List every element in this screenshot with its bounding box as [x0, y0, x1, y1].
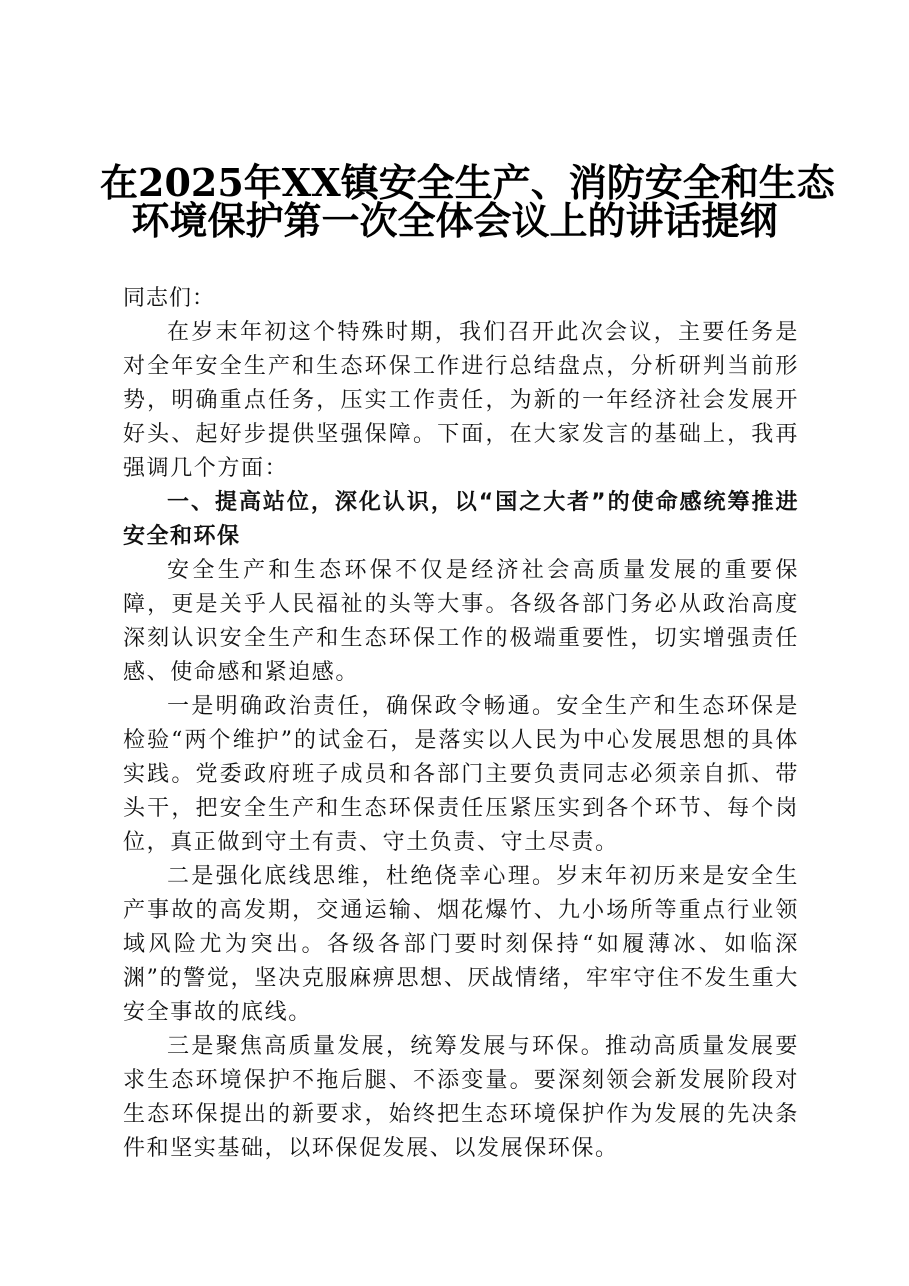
paragraph-point-2: 二是强化底线思维，杜绝侥幸心理。岁末年初历来是安全生产事故的高发期，交通运输、烟花爆竹、九小场所等重点行业领域风险尤为突出。各级各部门要时刻保持“如履薄冰、如临深渊”的警觉，坚决克服麻痹思想、厌战情绪，牢牢守住不发生重大安全事故的底线。 [123, 864, 799, 1025]
paragraph-section-1-overview: 安全生产和生态环保不仅是经济社会高质量发展的重要保障，更是关乎人民福祉的头等大事。各级各部门务必从政治高度深刻认识安全生产和生态环保工作的极端重要性，切实增强责任感、使命感和紧迫感。 [123, 558, 799, 685]
document-title-line-2: 环境保护第一次全体会议上的讲话提纲 [131, 198, 778, 243]
paragraph-intro: 在岁末年初这个特殊时期，我们召开此次会议，主要任务是对全年安全生产和生态环保工作进行总结盘点，分析研判当前形势，明确重点任务，压实工作责任，为新的一年经济社会发展开好头、起好步提供坚强保障。下面，在大家发言的基础上，我再强调几个方面： [123, 320, 799, 481]
salutation: 同志们： [123, 286, 216, 311]
paragraph-point-1: 一是明确政治责任，确保政令畅通。安全生产和生态环保是检验“两个维护”的试金石，是落实以人民为中心发展思想的具体实践。党委政府班子成员和各部门主要负责同志必须亲自抓、带头干，把安全生产和生态环保责任压紧压实到各个环节、每个岗位，真正做到守土有责、守土负责、守土尽责。 [123, 694, 799, 855]
document-title-line-1: 在2025年XX镇安全生产、消防安全和生态 [100, 160, 835, 205]
paragraph-point-3: 三是聚焦高质量发展，统筹发展与环保。推动高质量发展要求生态环境保护不拖后腿、不添变量。要深刻领会新发展阶段对生态环保提出的新要求，始终把生态环境保护作为发展的先决条件和坚实基础，以环保促发展、以发展保环保。 [123, 1034, 799, 1161]
document-body [123, 282, 799, 1166]
section-heading-1: 一、提高站位，深化认识，以“国之大者”的使命感统筹推进安全和环保 [123, 490, 799, 549]
